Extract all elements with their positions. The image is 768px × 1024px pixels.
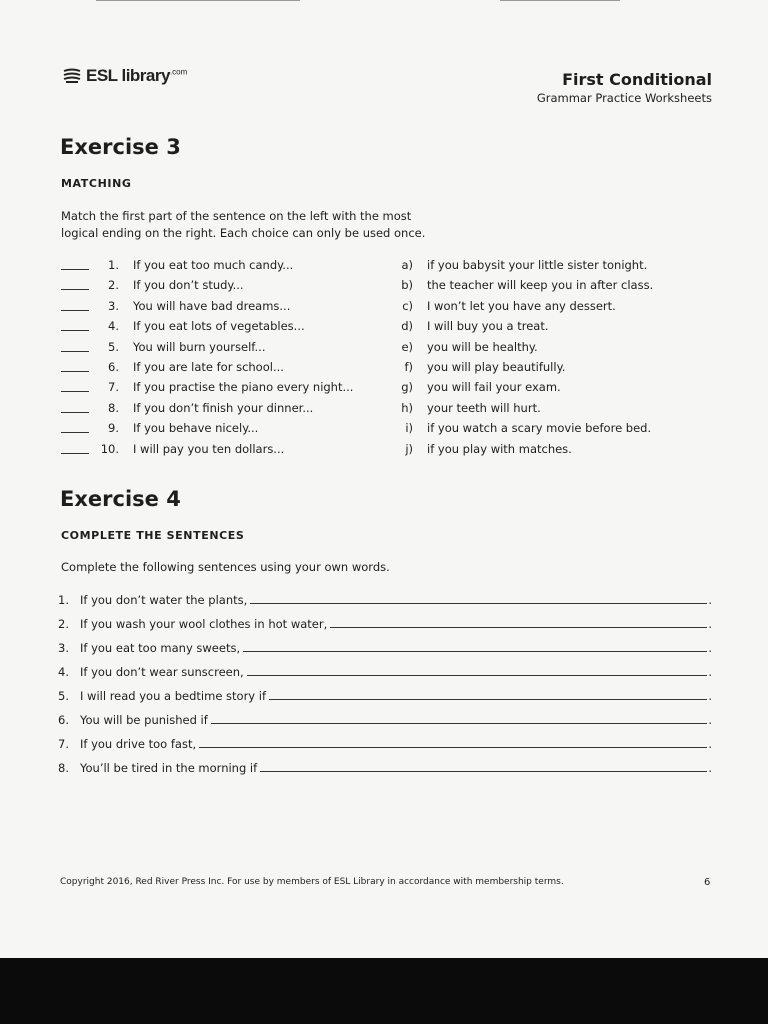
item-number: 4. xyxy=(58,665,69,679)
item-number: 7. xyxy=(58,737,69,751)
choice-letter: d) xyxy=(401,319,413,334)
sentence-period: . xyxy=(708,641,712,655)
answer-line[interactable] xyxy=(260,757,707,772)
choice-letter: b) xyxy=(401,278,413,293)
item-number: 10. xyxy=(100,441,119,456)
exercise-4-title: Exercise 4 xyxy=(60,487,181,511)
book-stack-icon xyxy=(62,68,82,84)
exercise-4-instructions: Complete the following sentences using your own words. xyxy=(61,560,390,574)
sentence-start: If you behave nicely... xyxy=(133,421,259,436)
answer-blank[interactable] xyxy=(61,371,89,372)
sentence-ending: if you watch a scary movie before bed. xyxy=(427,421,652,436)
sentence-ending: if you babysit your little sister tonight. xyxy=(427,258,648,272)
item-number: 2. xyxy=(108,278,119,293)
item-number: 4. xyxy=(108,319,119,334)
answer-line[interactable] xyxy=(330,613,707,628)
sentence-period: . xyxy=(708,689,712,703)
item-number: 7. xyxy=(108,380,119,395)
item-number: 5. xyxy=(58,689,69,703)
item-number: 8. xyxy=(108,400,119,415)
sentence-ending: I will buy you a treat. xyxy=(427,319,549,334)
worksheet-header xyxy=(537,70,712,106)
completion-row xyxy=(58,757,712,777)
answer-blank[interactable] xyxy=(61,391,89,392)
sentence-ending: you will play beautifully. xyxy=(427,360,566,374)
sentence-ending: your teeth will hurt. xyxy=(427,400,541,415)
choice-letter: e) xyxy=(401,339,413,354)
choice-letter: f) xyxy=(404,360,413,374)
scan-bottom-band xyxy=(0,958,768,1024)
answer-blank[interactable] xyxy=(61,330,89,331)
item-number: 1. xyxy=(108,258,119,272)
answer-line[interactable] xyxy=(250,589,707,604)
completion-row xyxy=(58,637,712,657)
scan-edge-right xyxy=(500,0,620,1)
answer-blank[interactable] xyxy=(61,351,89,352)
choice-letter: i) xyxy=(405,421,413,436)
exercise-3-title: Exercise 3 xyxy=(60,135,181,159)
choice-letter: j) xyxy=(405,441,413,456)
sentence-ending: you will be healthy. xyxy=(427,339,538,354)
sentence-start: If you are late for school... xyxy=(133,360,284,374)
answer-line[interactable] xyxy=(211,709,708,724)
answer-line[interactable] xyxy=(247,661,708,676)
answer-line[interactable] xyxy=(269,685,707,700)
logo-wordmark: ESL library$^{.com}$ xyxy=(86,66,188,85)
completion-row xyxy=(58,661,712,681)
sentence-prompt: I will read you a bedtime story if xyxy=(80,689,267,703)
choice-letter: a) xyxy=(401,258,413,272)
sentence-ending: I won’t let you have any dessert. xyxy=(427,298,616,313)
completion-row xyxy=(58,685,712,705)
answer-blank[interactable] xyxy=(61,289,89,290)
sentence-prompt: If you don’t water the plants, xyxy=(80,593,248,607)
matching-row xyxy=(0,275,768,295)
choice-letter: g) xyxy=(401,380,413,395)
exercise-4-subtitle: COMPLETE THE SENTENCES xyxy=(61,529,245,542)
completion-row xyxy=(58,709,712,729)
matching-row xyxy=(0,418,768,438)
copyright-footer: Copyright 2016, Red River Press Inc. For use by members of ESL Library in accordance with membership terms. xyxy=(60,877,564,887)
completion-row xyxy=(58,589,712,609)
sentence-prompt: If you don’t wear sunscreen, xyxy=(80,665,244,679)
esl-library-logo xyxy=(62,66,187,86)
item-number: 6. xyxy=(108,360,119,374)
sentence-prompt: You will be punished if xyxy=(80,713,208,727)
sentence-start: If you don’t finish your dinner... xyxy=(133,400,314,415)
item-number: 3. xyxy=(108,298,119,313)
sentence-start: If you practise the piano every night... xyxy=(133,380,354,395)
sentence-prompt: If you wash your wool clothes in hot water, xyxy=(80,617,328,631)
sentence-start: If you don’t study... xyxy=(133,278,244,293)
sentence-period: . xyxy=(708,617,712,631)
sentence-start: If you eat lots of vegetables... xyxy=(133,319,305,334)
answer-blank[interactable] xyxy=(61,269,89,270)
choice-letter: h) xyxy=(401,400,413,415)
matching-row xyxy=(0,337,768,357)
matching-row xyxy=(0,255,768,275)
matching-row xyxy=(0,316,768,336)
scan-edge-left xyxy=(96,0,300,1)
item-number: 5. xyxy=(108,339,119,354)
sentence-start: You will have bad dreams... xyxy=(133,298,291,313)
sentence-ending: you will fail your exam. xyxy=(427,380,561,395)
sentence-period: . xyxy=(708,713,712,727)
item-number: 2. xyxy=(58,617,69,631)
answer-blank[interactable] xyxy=(61,453,89,454)
item-number: 1. xyxy=(58,593,69,607)
sentence-prompt: If you eat too many sweets, xyxy=(80,641,241,655)
answer-line[interactable] xyxy=(199,733,707,748)
sentence-ending: the teacher will keep you in after class. xyxy=(427,278,654,293)
page-number: 6 xyxy=(704,877,711,888)
sentence-period: . xyxy=(708,665,712,679)
worksheet-title: First Conditional xyxy=(562,70,712,89)
sentence-period: . xyxy=(708,593,712,607)
choice-letter: c) xyxy=(402,298,413,313)
matching-row xyxy=(0,377,768,397)
matching-row xyxy=(0,357,768,377)
item-number: 6. xyxy=(58,713,69,727)
matching-row xyxy=(0,398,768,418)
sentence-start: You will burn yourself... xyxy=(133,339,266,354)
sentence-period: . xyxy=(708,761,712,775)
answer-blank[interactable] xyxy=(61,310,89,311)
sentence-start: I will pay you ten dollars... xyxy=(133,441,285,456)
answer-blank[interactable] xyxy=(61,432,89,433)
completion-row xyxy=(58,733,712,753)
matching-row xyxy=(0,439,768,459)
matching-row xyxy=(0,296,768,316)
answer-line[interactable] xyxy=(243,637,707,652)
item-number: 9. xyxy=(108,421,119,436)
item-number: 3. xyxy=(58,641,69,655)
sentence-period: . xyxy=(708,737,712,751)
exercise-3-instructions: Match the first part of the sentence on the left with the most logical ending on the right. Each choice can only be used once. xyxy=(61,209,426,240)
worksheet-subtitle: Grammar Practice Worksheets xyxy=(536,91,712,105)
exercise-3-subtitle: MATCHING xyxy=(61,177,132,190)
item-number: 8. xyxy=(58,761,69,775)
sentence-start: If you eat too much candy... xyxy=(133,258,294,272)
answer-blank[interactable] xyxy=(61,412,89,413)
sentence-prompt: If you drive too fast, xyxy=(80,737,197,751)
sentence-prompt: You’ll be tired in the morning if xyxy=(80,761,258,775)
sentence-ending: if you play with matches. xyxy=(427,441,572,456)
completion-row xyxy=(58,613,712,633)
